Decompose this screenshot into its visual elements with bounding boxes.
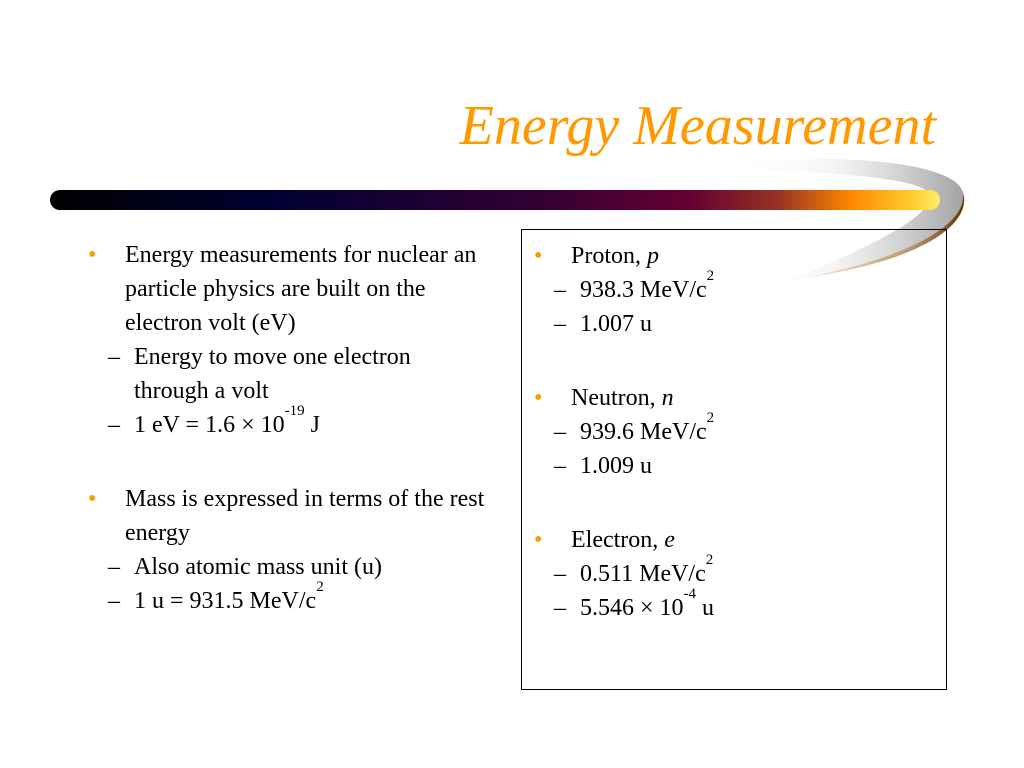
bullet-electron [534,523,946,557]
electron-mass-u [534,586,946,625]
spacer [534,483,946,523]
proton-mass-u [534,307,946,341]
sub-bullet-ev-joules [88,403,488,442]
neutron-mass-mev [534,410,946,449]
sub-bullet-marker: – [554,311,566,337]
particle-label: Neutron, [571,385,662,411]
bullet-text: Energy measurements for nuclear an particle physics are built on the electron volt (eV) [125,242,477,336]
mass-value: 938.3 MeV/c [580,277,707,303]
sub-bullet-marker: – [108,554,120,580]
sub-bullet-text: Energy to move one electron through a volt [134,344,411,404]
sub-bullet-definition [88,340,488,408]
bullet-text: Mass is expressed in terms of the rest energy [125,486,485,546]
bullet-marker: • [534,527,543,553]
sub-bullet-marker: – [554,277,566,303]
sub-bullet-text: Also atomic mass unit (u) [134,554,382,580]
particle-symbol: n [661,385,674,411]
bullet-marker: • [534,385,543,411]
electron-mass-mev [534,552,946,591]
mass-u-value: 1.007 u [580,311,652,337]
mass-value: 0.511 MeV/c [580,561,706,587]
bullet-mass [88,482,488,550]
sub-bullet-marker: – [554,453,566,479]
formula-prefix: 1 u = 931.5 MeV/c [134,588,317,614]
proton-mass-mev [534,268,946,307]
spacer [534,341,946,381]
sub-bullet-marker: – [554,561,566,587]
neutron-mass-u [534,449,946,483]
sub-bullet-u-mev [88,579,488,618]
mass-u-value: 1.009 u [580,453,652,479]
bullet-marker: • [88,242,97,268]
mass-value: 939.6 MeV/c [580,419,707,445]
gradient-bar [50,190,940,210]
bullet-neutron [534,381,946,415]
mass-exponent: 2 [706,268,715,284]
left-content [88,238,488,618]
mass-exponent: 2 [705,552,714,568]
sub-bullet-marker: – [108,588,120,614]
slide-title: Energy Measurement [459,95,936,157]
bullet-marker: • [88,486,97,512]
sub-bullet-marker: – [554,419,566,445]
sub-bullet-marker: – [108,412,120,438]
formula-suffix: J [304,412,320,438]
bullet-electron-volt [88,238,488,340]
particle-label: Proton, [571,243,648,269]
particle-symbol: p [647,243,660,269]
spacer [88,442,488,482]
particle-label: Electron, [571,527,665,553]
particle-symbol: e [664,527,675,553]
bullet-marker: • [534,243,543,269]
bullet-proton [534,239,946,273]
mass-u-suffix: u [696,595,715,621]
sub-bullet-marker: – [108,344,120,370]
particle-box [521,229,947,690]
sub-bullet-amu [88,550,488,584]
mass-u-prefix: 5.546 × 10 [580,595,684,621]
formula-prefix: 1 eV = 1.6 × 10 [134,412,285,438]
sub-bullet-marker: – [554,595,566,621]
mass-exponent: 2 [706,410,715,426]
formula-exponent: -19 [284,403,305,419]
mass-u-exponent: -4 [683,586,697,602]
formula-exponent: 2 [316,579,324,595]
